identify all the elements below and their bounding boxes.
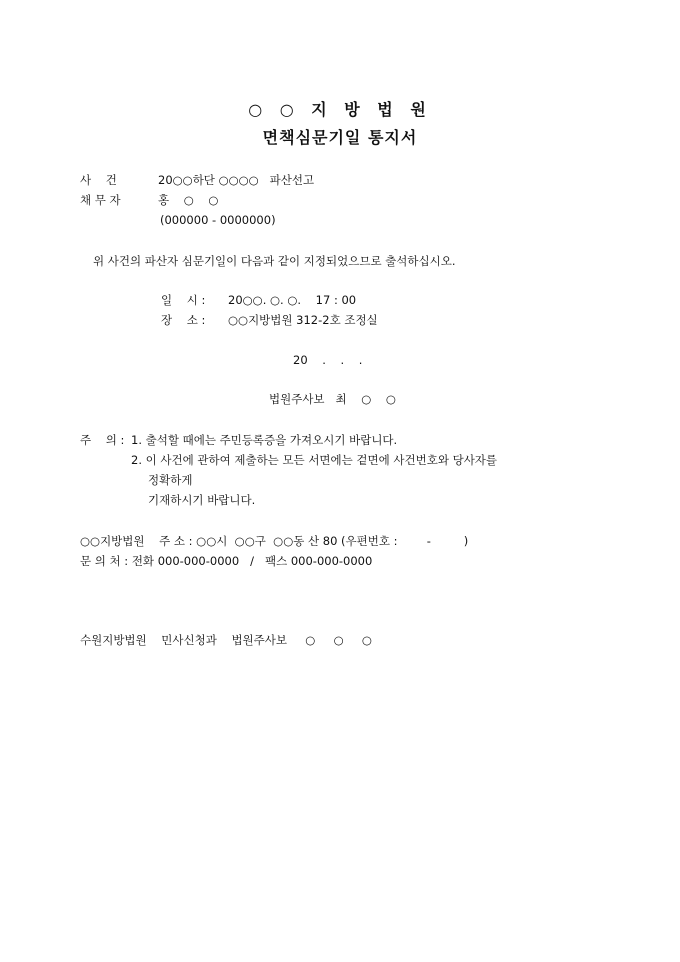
court-address: ○○지방법원 주 소 : ○○시 ○○구 ○○동 산 80 (우편번호 : - ) bbox=[80, 534, 469, 548]
debtor-label: 채 무 자 bbox=[80, 193, 121, 207]
court-title: ○ ○ 지 방 법 원 bbox=[248, 100, 432, 119]
case-label: 사 건 bbox=[80, 173, 117, 187]
note-item-2-cont1: 정확하게 bbox=[148, 473, 193, 487]
note-item-2-cont2: 기재하시기 바랍니다. bbox=[148, 493, 256, 507]
notes-label: 주 의 : bbox=[80, 433, 125, 447]
signer: 법원주사보 최 ○ ○ bbox=[269, 392, 396, 406]
contact-phone-fax: 문 의 처 : 전화 000-000-0000 / 팩스 000-000-0000 bbox=[80, 554, 373, 568]
notice-body: 위 사건의 파산자 심문기일이 다음과 같이 지정되었으므로 출석하십시오. bbox=[93, 254, 456, 268]
place-label: 장 소 : bbox=[161, 313, 206, 327]
footer-signature: 수원지방법원 민사신청과 법원주사보 ○ ○ ○ bbox=[80, 633, 372, 647]
note-item-2: 2. 이 사건에 관하여 제출하는 모든 서면에는 겉면에 사건번호와 당사자를 bbox=[131, 453, 498, 467]
debtor-name: 홍 ○ ○ bbox=[158, 193, 219, 207]
issue-date: 20 . . . bbox=[293, 353, 363, 367]
date-label: 일 시 : bbox=[161, 293, 206, 307]
debtor-id-number: (000000 - 0000000) bbox=[160, 213, 276, 227]
date-value: 20○○. ○. ○. 17 : 00 bbox=[228, 293, 357, 307]
document-title: 면책심문기일 통지서 bbox=[262, 128, 418, 147]
case-value: 20○○하단 ○○○○ 파산선고 bbox=[158, 173, 315, 187]
note-item-1: 1. 출석할 때에는 주민등록증을 가져오시기 바랍니다. bbox=[131, 433, 398, 447]
place-value: ○○지방법원 312-2호 조정실 bbox=[228, 313, 378, 327]
